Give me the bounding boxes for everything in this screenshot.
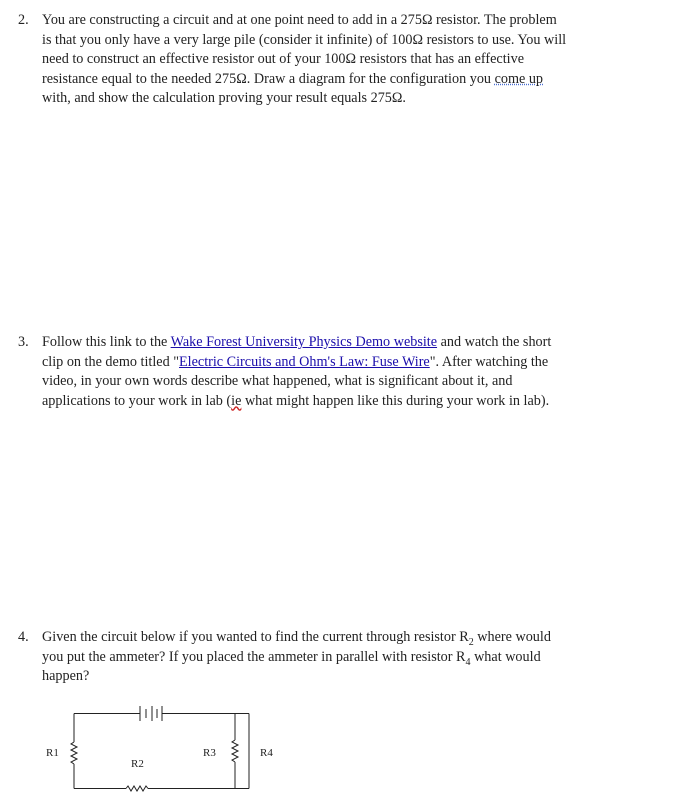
text-span: Follow this link to the (42, 334, 171, 350)
text-line: happen? (42, 668, 90, 685)
subscript: 2 (468, 636, 474, 648)
text-span: where would (473, 629, 551, 645)
text-line: video, in your own words describe what happened, what is significant about it, and (42, 373, 513, 390)
text-span: Given the circuit below if you wanted to find the current through resistor R (42, 629, 469, 645)
demo-website-link[interactable]: Wake Forest University Physics Demo website (170, 334, 438, 350)
question-number: 2. (18, 12, 29, 28)
question-number: 3. (18, 334, 29, 350)
text-span: applications to your work in lab ( (42, 392, 232, 409)
subscript: 4 (465, 656, 471, 668)
text-line: You are constructing a circuit and at one point need to add in a 275Ω resistor. The problem (42, 12, 557, 28)
resistor-r1-icon (71, 742, 77, 764)
label-r1: R1 (46, 747, 59, 759)
spellcheck-word: ie (231, 392, 242, 409)
text-line: is that you only have a very large pile (consider it infinite) of 100Ω resistors to use. You will (42, 31, 567, 48)
text-span: ". After watching the (429, 353, 549, 370)
text-span: resistance equal to the needed 275Ω. Draw a diagram for the configuration you (42, 70, 495, 87)
text-line: with, and show the calculation proving your result equals 275Ω. (42, 90, 406, 107)
text-span: what might happen like this during your work in lab). (241, 392, 550, 409)
text-span: what would (470, 648, 541, 665)
battery-icon (140, 706, 162, 721)
text-line: need to construct an effective resistor out of your 100Ω resistors that has an effective (42, 51, 524, 68)
text-span: and watch the short (437, 334, 552, 350)
resistor-r2-icon (126, 786, 148, 791)
text-span: you put the ammeter? If you placed the ammeter in parallel with resistor R (42, 648, 466, 665)
fuse-wire-demo-link[interactable]: Electric Circuits and Ohm's Law: Fuse Wire (179, 353, 430, 370)
label-r4: R4 (260, 747, 273, 759)
underlined-phrase: come up (494, 70, 544, 87)
label-r3: R3 (203, 747, 216, 759)
question-number: 4. (18, 629, 29, 645)
label-r2: R2 (131, 758, 144, 770)
text-span: clip on the demo titled " (42, 353, 179, 370)
resistor-r3-icon (232, 740, 238, 762)
